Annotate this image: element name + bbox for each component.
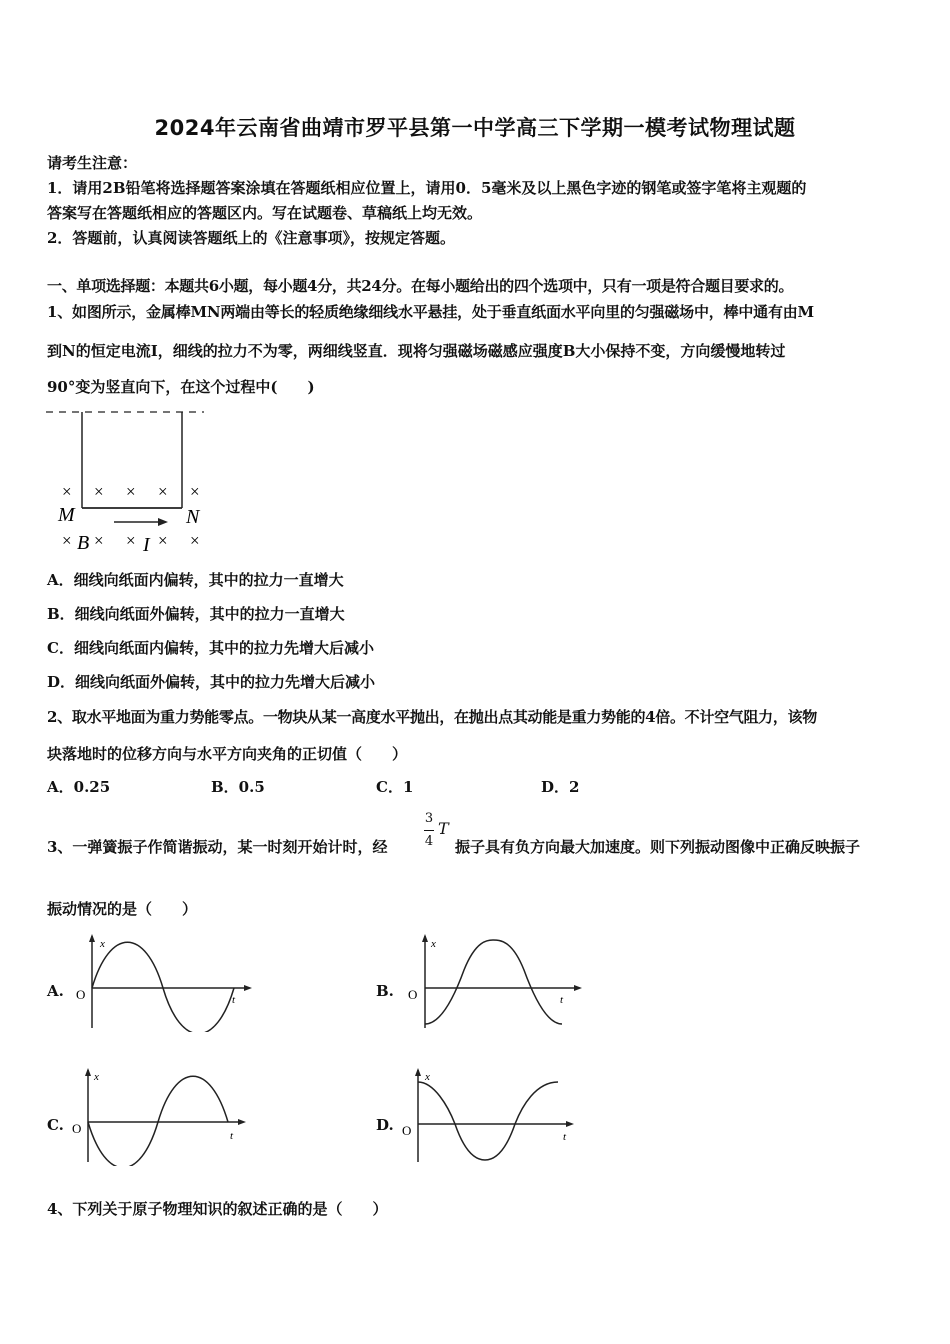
x-axis-label: t	[232, 994, 236, 1006]
q3-line-2: 振动情况的是（ ）	[47, 900, 198, 918]
cross-3: ×	[126, 482, 136, 501]
cross-8: ×	[126, 531, 136, 550]
y-axis-label: x	[431, 938, 436, 950]
notice-line-1b: 答案写在答题纸相应的答题区内。写在试题卷、草稿纸上均无效。	[47, 204, 483, 222]
q2-option-c[interactable]: C．1	[376, 778, 414, 796]
q2-option-a[interactable]: A．0.25	[47, 778, 111, 796]
q3-graph-d	[400, 1066, 590, 1166]
q3-fraction-var: T	[438, 819, 449, 838]
q3-fraction-numerator: 3	[424, 811, 434, 826]
notice-line-2: 2．答题前，认真阅读答题纸上的《注意事项》，按规定答题。	[47, 229, 455, 247]
q3-graph-c	[70, 1066, 260, 1166]
q1-option-b[interactable]: B．细线向纸面外偏转，其中的拉力一直增大	[47, 605, 345, 623]
label-m: M	[58, 504, 75, 526]
x-axis-label: t	[563, 1131, 567, 1143]
cross-9: ×	[158, 531, 168, 550]
q4-line-1: 4、下列关于原子物理知识的叙述正确的是（ ）	[47, 1200, 388, 1218]
q1-option-d[interactable]: D．细线向纸面外偏转，其中的拉力先增大后减小	[47, 673, 376, 691]
q2-line-1: 2、取水平地面为重力势能零点。一物块从某一高度水平抛出，在抛出点其动能是重力势能的4倍。不计空气阻力，该物	[47, 708, 817, 726]
cross-1: ×	[62, 482, 72, 501]
x-axis-label: t	[560, 994, 564, 1006]
q3-graph-a-label[interactable]: A.	[47, 982, 64, 1000]
cross-2: ×	[94, 482, 104, 501]
y-axis-label: x	[94, 1071, 99, 1083]
q1-line-3: 90°变为竖直向下，在这个过程中( )	[47, 378, 315, 396]
origin-label: O	[408, 987, 418, 1002]
neg-sine-curve	[88, 1076, 228, 1166]
label-b: B	[77, 532, 90, 554]
y-axis-label: x	[100, 938, 105, 950]
cross-10: ×	[190, 531, 200, 550]
q1-line-1: 1、如图所示，金属棒MN两端由等长的轻质绝缘细线水平悬挂，处于垂直纸面水平向里的匀强磁场中，棒中通有由M	[47, 303, 814, 321]
label-i: I	[143, 534, 150, 556]
x-axis-label: t	[230, 1130, 234, 1142]
cosine-curve	[418, 1082, 558, 1160]
q1-option-c[interactable]: C．细线向纸面内偏转，其中的拉力先增大后减小	[47, 639, 374, 657]
cross-5: ×	[190, 482, 200, 501]
q3-graph-d-label[interactable]: D.	[376, 1116, 394, 1134]
page-title: 2024年云南省曲靖市罗平县第一中学高三下学期一模考试物理试题	[154, 116, 796, 140]
section-heading: 一、单项选择题：本题共6小题，每小题4分，共24分。在每小题给出的四个选项中，只有一项是符合题目要求的。	[47, 277, 794, 295]
cross-7: ×	[94, 531, 104, 550]
neg-cosine-curve	[425, 940, 562, 1024]
q3-line-1b: 振子具有负方向最大加速度。则下列振动图像中正确反映振子	[455, 838, 861, 856]
label-n: N	[186, 506, 200, 528]
cross-4: ×	[158, 482, 168, 501]
q2-line-2: 块落地时的位移方向与水平方向夹角的正切值（ ）	[47, 745, 408, 763]
q1-option-a[interactable]: A．细线向纸面内偏转，其中的拉力一直增大	[47, 571, 344, 589]
q3-fraction-bar	[424, 830, 434, 831]
q1-line-2: 到N的恒定电流I，细线的拉力不为零，两细线竖直．现将匀强磁场磁感应强度B大小保持不变，方向缓慢地转过	[47, 342, 786, 360]
y-axis-label: x	[425, 1071, 430, 1083]
cross-6: ×	[62, 531, 72, 550]
q3-graph-b-label[interactable]: B.	[376, 982, 394, 1000]
origin-label: O	[76, 987, 86, 1002]
q3-graph-b	[400, 932, 590, 1032]
sine-curve	[92, 942, 234, 1032]
q3-graph-c-label[interactable]: C.	[47, 1116, 64, 1134]
notice-heading: 请考生注意：	[47, 154, 138, 172]
origin-label: O	[402, 1123, 412, 1138]
q3-fraction-denominator: 4	[424, 834, 434, 849]
current-arrow-head	[158, 518, 168, 526]
notice-line-1a: 1．请用2B铅笔将选择题答案涂填在答题纸相应位置上，请用0．5毫米及以上黑色字迹的钢笔或签字笔将主观题的	[47, 179, 807, 197]
q3-graph-a	[70, 932, 260, 1032]
q3-line-1a: 3、一弹簧振子作简谐振动，某一时刻开始计时，经	[47, 838, 388, 856]
q1-figure	[44, 402, 224, 558]
q2-option-d[interactable]: D．2	[541, 778, 580, 796]
q2-option-b[interactable]: B．0.5	[211, 778, 265, 796]
origin-label: O	[72, 1121, 82, 1136]
